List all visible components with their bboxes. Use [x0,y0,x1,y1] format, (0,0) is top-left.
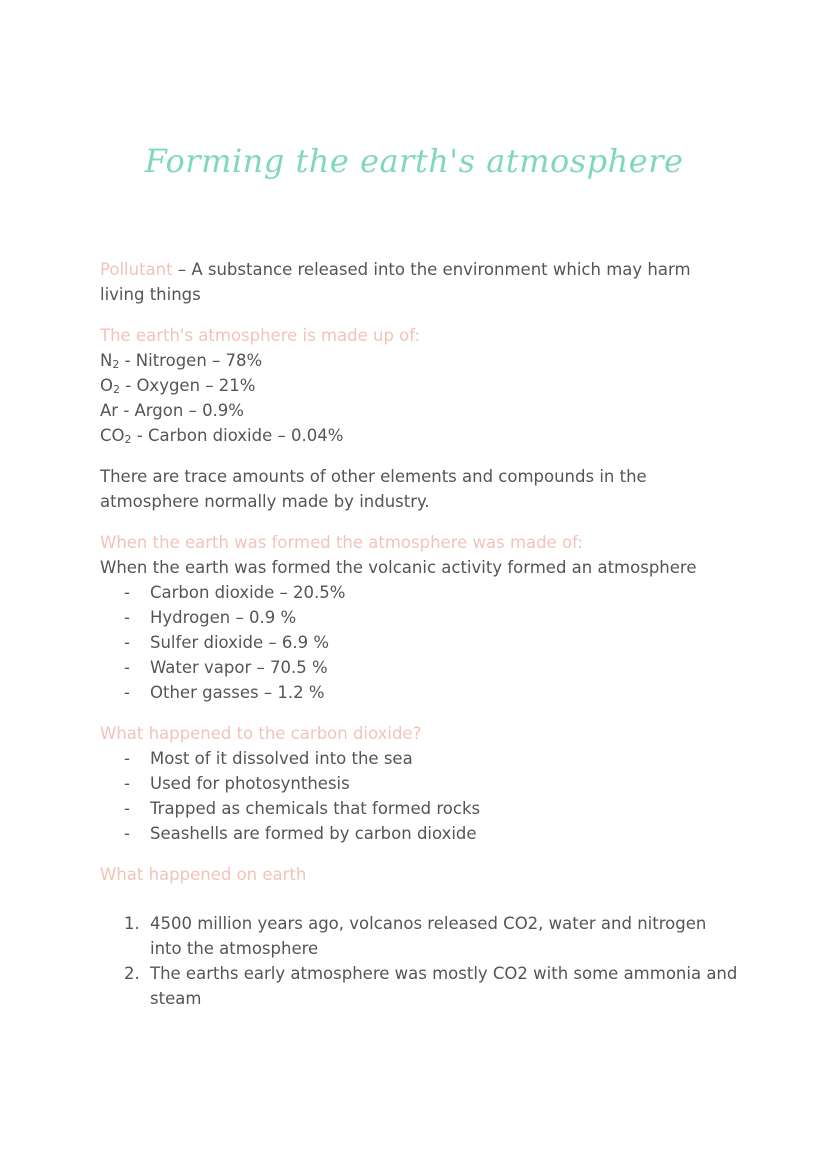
list-item: - Other gasses – 1.2 % [124,683,325,702]
composition-item: $N_2$ - Nitrogen – 78% [100,351,263,371]
list-item: 1. 4500 million years ago, volcanos released CO2, water and nitrogen into the atmosphere [124,914,707,958]
pollutant-definition [100,257,740,307]
list-item: - Water vapor – 70.5 % [124,658,328,677]
co2-heading: What happened to the carbon dioxide? [100,724,422,743]
early-intro: When the earth was formed the volcanic activity formed an atmosphere [100,558,697,577]
page-title: Forming the earth's atmosphere [144,142,684,180]
pollutant-term: Pollutant [100,260,173,279]
composition-item: Ar - Argon – 0.9% [100,401,244,420]
composition-item: $O_2$ - Oxygen – 21% [100,376,256,396]
list-item: - Seashells are formed by carbon dioxide [124,824,477,843]
composition-heading: The earth's atmosphere is made up of: [100,326,421,345]
notes-body [100,257,740,1011]
early-heading: When the earth was formed the atmosphere was made of: [100,533,583,552]
list-item: - Carbon dioxide – 20.5% [124,583,346,602]
list-item: - Sulfer dioxide – 6.9 % [124,633,330,652]
early-atmosphere-section [100,530,740,705]
events-list [100,911,740,1011]
co2-list [100,746,740,846]
list-item: - Used for photosynthesis [124,774,350,793]
list-item: 2. The earths early atmosphere was mostly CO2 with some ammonia and steam [124,964,738,1008]
list-item: - Trapped as chemicals that formed rocks [124,799,481,818]
early-list [100,580,740,705]
trace-note: There are trace amounts of other elements and compounds in the atmosphere normally made by industry. [100,467,647,511]
events-section [100,862,740,1011]
events-heading: What happened on earth [100,865,307,884]
pollutant-text: – A substance released into the environment which may harm living things [100,260,691,304]
composition-section [100,323,740,448]
list-item: - Most of it dissolved into the sea [124,749,413,768]
composition-item: $CO_2$ - Carbon dioxide – 0.04% [100,426,344,446]
list-item: - Hydrogen – 0.9 % [124,608,297,627]
co2-section [100,721,740,846]
